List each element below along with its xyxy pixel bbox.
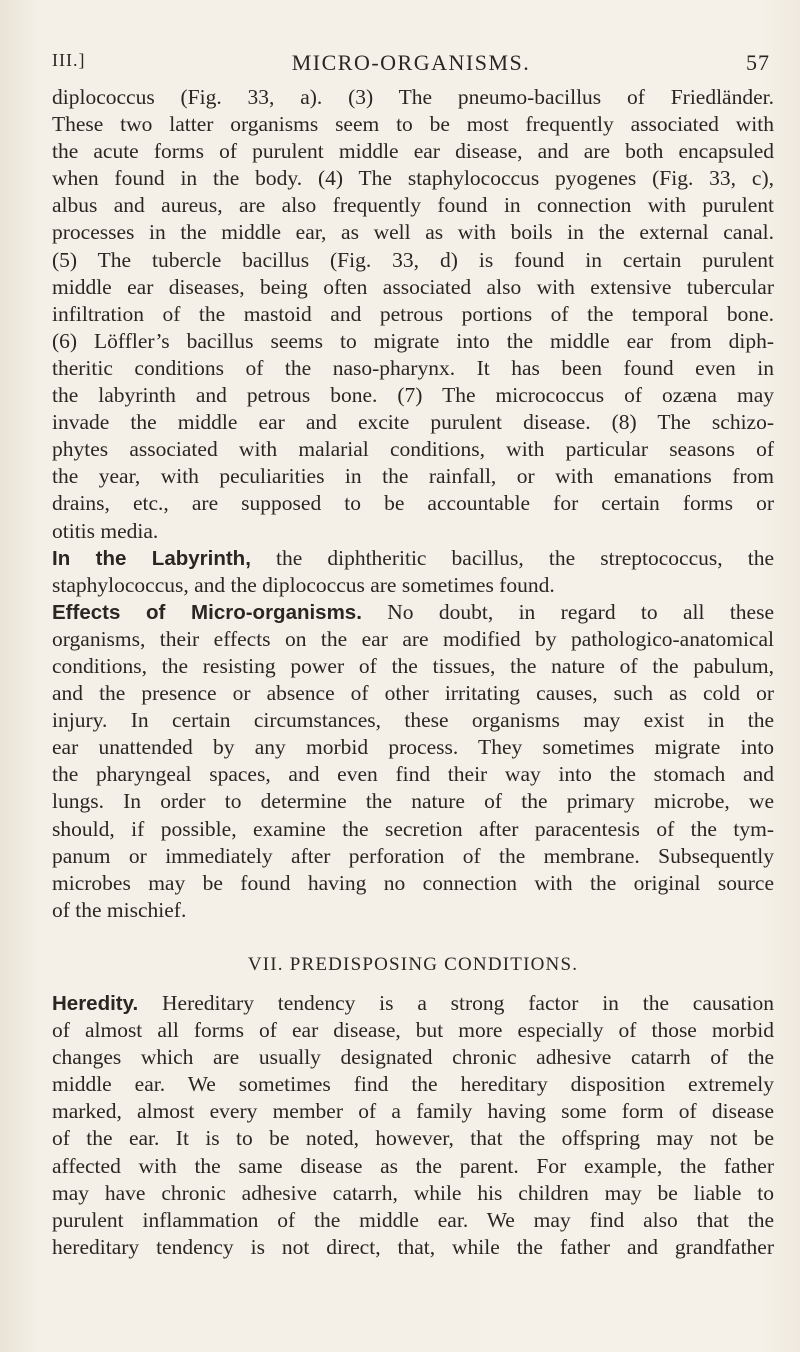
text-line — [52, 990, 774, 1017]
text-line: of the mischief. — [52, 897, 187, 922]
paragraph-bacteria-list — [52, 84, 774, 545]
text-line: processes in the middle ear, as well as with boils in the external canal. — [52, 220, 774, 245]
text-run: Hereditary tendency is a strong factor in the causation — [138, 991, 774, 1015]
text-line: of almost all forms of ear disease, but more especially of those morbid — [52, 1018, 774, 1043]
text-run: No doubt, in regard to all these — [361, 599, 774, 624]
section-heading: VII. PREDISPOSING CONDITIONS. — [247, 953, 579, 975]
body-text — [52, 84, 774, 1261]
text-line: (5) The tubercle bacillus (Fig. 33, d) is found in certain purulent — [52, 247, 774, 272]
text-line: albus and aureus, are also frequently found in connection with purulent — [52, 193, 774, 218]
text-line: the pharyngeal spaces, and even find their way into the stomach and — [52, 762, 774, 787]
page-number: 57 — [746, 50, 770, 75]
text-line: of the ear. It is to be noted, however, that the offspring may not be — [52, 1126, 774, 1151]
text-line: diplococcus (Fig. 33, a). (3) The pneumo-bacillus of Friedländer. — [52, 85, 774, 109]
text-line: the year, with peculiarities in the rainfall, or with emanations from — [52, 464, 774, 489]
text-line: infiltration of the mastoid and petrous portions of the temporal bone. — [52, 301, 774, 326]
text-line: affected with the same disease as the parent. For example, the father — [52, 1153, 774, 1178]
run-in-heading-heredity: Heredity. — [52, 992, 139, 1015]
text-line: may have chronic adhesive catarrh, while his children may be liable to — [52, 1180, 774, 1205]
text-line: and the presence or absence of other irritating causes, such as cold or — [52, 681, 774, 706]
text-line: otitis media. — [52, 518, 159, 543]
text-line: (6) Löffler’s bacillus seems to migrate into the middle ear from diph- — [52, 328, 774, 353]
running-title: MICRO-ORGANISMS. — [291, 50, 531, 75]
text-line: invade the middle ear and excite purulent disease. (8) The schizo- — [52, 410, 774, 435]
text-line — [52, 599, 774, 626]
text-line: injury. In certain circumstances, these organisms may exist in the — [52, 708, 774, 733]
text-line: drains, etc., are supposed to be accountable for certain forms or — [52, 491, 774, 516]
text-line: changes which are usually designated chronic adhesive catarrh of the — [52, 1045, 774, 1070]
text-line: the acute forms of purulent middle ear disease, and are both encapsuled — [52, 139, 774, 164]
text-line: middle ear. We sometimes find the hereditary disposition extremely — [52, 1072, 774, 1097]
text-run: the diphtheritic bacillus, the streptococcus, the — [250, 545, 774, 570]
text-line: purulent inflammation of the middle ear. We may find also that the — [52, 1207, 774, 1232]
text-line: should, if possible, examine the secretion after paracentesis of the tym- — [52, 816, 774, 841]
paragraph-effects — [52, 599, 774, 924]
text-line: the labyrinth and petrous bone. (7) The micrococcus of ozæna may — [52, 383, 774, 408]
running-head — [52, 50, 770, 80]
run-in-heading-labyrinth: In the Labyrinth, — [52, 546, 251, 570]
text-line: middle ear diseases, being often associated also with extensive tubercular — [52, 274, 774, 299]
text-line: hereditary tendency is not direct, that, while the father and grandfather — [52, 1234, 774, 1259]
paragraph-heredity — [52, 990, 774, 1261]
text-line: staphylococcus, and the diplococcus are sometimes found. — [52, 572, 555, 597]
text-line: theritic conditions of the naso-pharynx. It has been found even in — [52, 355, 774, 380]
chapter-number: III.] — [52, 50, 86, 70]
text-line: These two latter organisms seem to be most frequently associated with — [52, 112, 774, 137]
text-line: marked, almost every member of a family having some form of disease — [52, 1099, 774, 1124]
text-line: conditions, the resisting power of the tissues, the nature of the pabulum, — [52, 653, 774, 678]
paragraph-labyrinth — [52, 545, 774, 599]
text-line: when found in the body. (4) The staphylococcus pyogenes (Fig. 33, c), — [52, 166, 774, 191]
text-line: ear unattended by any morbid process. They sometimes migrate into — [52, 735, 774, 760]
text-line: lungs. In order to determine the nature of the primary microbe, we — [52, 789, 774, 814]
text-line: organisms, their effects on the ear are modified by pathologico-anatomical — [52, 626, 774, 651]
run-in-heading-effects: Effects of Micro-organisms. — [52, 600, 362, 624]
text-line: phytes associated with malarial conditions, with particular seasons of — [52, 437, 774, 462]
text-line: panum or immediately after perforation of the membrane. Subsequently — [52, 843, 774, 868]
text-line: microbes may be found having no connection with the original source — [52, 870, 774, 895]
text-line — [52, 545, 774, 572]
